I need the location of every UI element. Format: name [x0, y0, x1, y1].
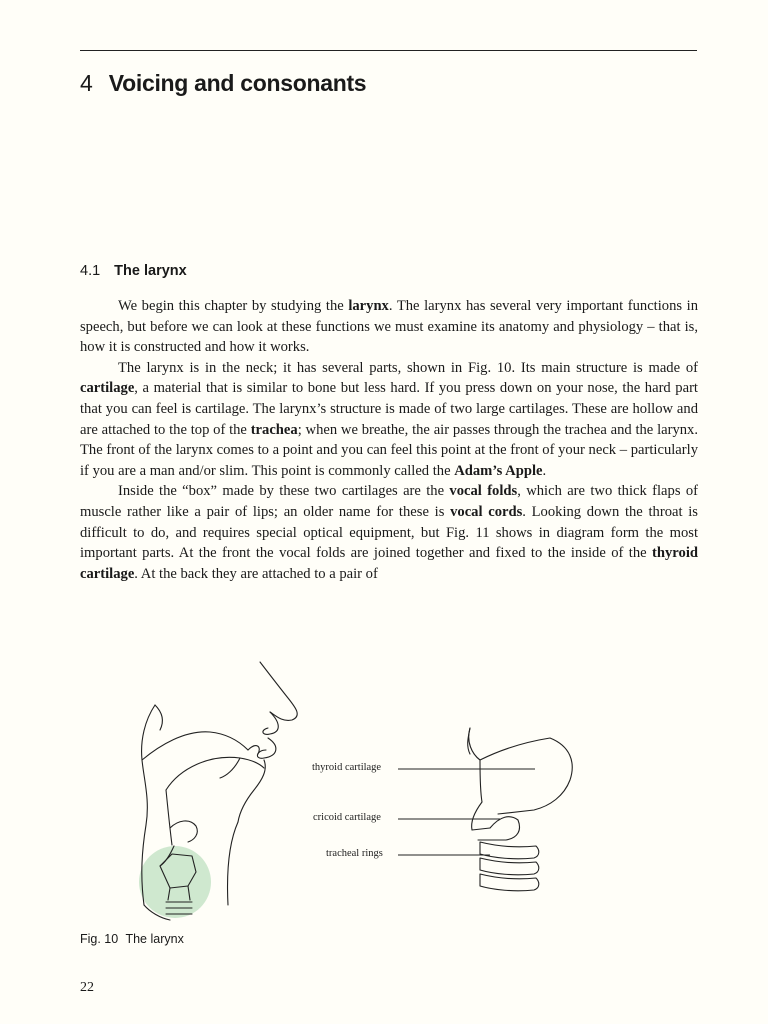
- bold-term: thyroid cartilage: [80, 545, 698, 582]
- label-cricoid-cartilage: cricoid cartilage: [313, 812, 381, 823]
- figure-caption-text: The larynx: [125, 932, 184, 946]
- larynx-figure: [130, 650, 590, 925]
- bold-term: cartilage: [80, 380, 135, 397]
- body-paragraph: [80, 481, 698, 584]
- chapter-title: Voicing and consonants: [108, 70, 367, 96]
- bold-term: vocal cords: [450, 503, 523, 520]
- label-tracheal-rings: tracheal rings: [326, 848, 383, 859]
- body-paragraph: [80, 296, 698, 358]
- text-run: , a material that is similar to bone but less hard. If you press down on your nose, the hard part that you can feel is cartilage. The larynx’s structure is made of two large cartilages. These are hollow and are attached to the top of the: [80, 380, 698, 438]
- label-thyroid-cartilage: thyroid cartilage: [312, 762, 382, 773]
- section-heading: [80, 263, 187, 279]
- text-run: We begin this chapter by studying the: [118, 298, 349, 314]
- bold-term: larynx: [348, 298, 389, 314]
- figure-caption-number: Fig. 10: [80, 932, 119, 946]
- text-run: .: [542, 462, 547, 479]
- bold-term: Adam’s Apple: [454, 462, 543, 479]
- section-title: The larynx: [114, 263, 187, 279]
- figure-caption: [80, 932, 184, 946]
- text-run: . Looking down the throat is difficult to do, and requires special optical equipment, but Fig. 11 shows in diagram form the most important parts. At the front the vocal folds are joined together and fixed to the inside of the: [80, 503, 698, 562]
- text-run: Inside the “box” made by these two cartilages are the: [118, 483, 450, 500]
- larynx-closeup-drawing: [468, 728, 573, 891]
- larynx-diagram: [130, 650, 590, 925]
- section-number: 4.1: [80, 263, 101, 279]
- text-run: . The larynx has several very important functions in speech, but before we can look at these functions we must examine its anatomy and physiology – that is, how it is constructed and how it works.: [80, 298, 698, 356]
- text-run: The larynx is in the neck; it has several parts, shown in Fig. 10. Its main structure is made of: [118, 359, 698, 376]
- body-paragraph: [80, 358, 698, 482]
- bold-term: vocal folds: [449, 483, 518, 500]
- chapter-number: 4: [80, 70, 93, 96]
- page-number: 22: [80, 980, 94, 995]
- body-text: [80, 296, 698, 584]
- text-run: , which are two thick flaps of muscle rather like a pair of lips; an older name for these is: [80, 483, 698, 520]
- larynx-highlight: [139, 846, 211, 918]
- chapter-heading: [80, 70, 366, 97]
- bold-term: trachea: [250, 421, 298, 438]
- top-rule: [80, 50, 697, 51]
- text-run: . At the back they are attached to a pair of: [134, 565, 378, 582]
- text-run: ; when we breathe, the air passes through the trachea and the larynx. The front of the larynx comes to a point and you can feel this point at the front of your neck – particularly if you are a man and/or slim. This point is commonly called the: [80, 421, 698, 479]
